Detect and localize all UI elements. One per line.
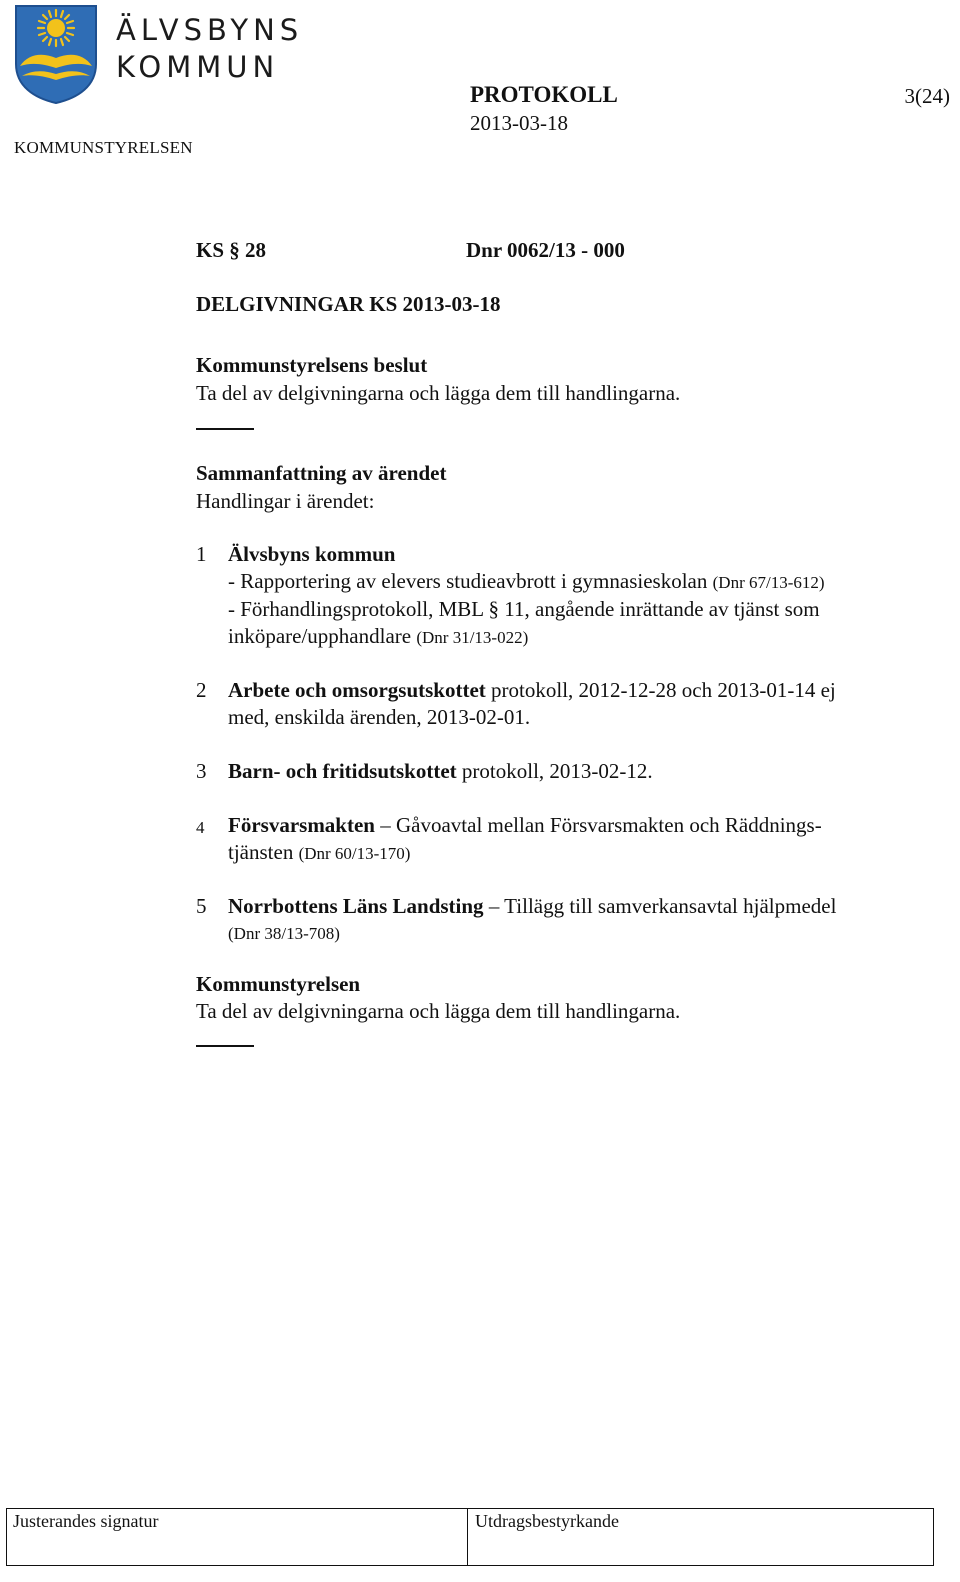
signature-box: [6, 1508, 934, 1566]
item-number: 2: [196, 678, 207, 702]
item-title: Försvarsmakten: [228, 813, 375, 837]
list-item: [196, 541, 916, 651]
case-title: DELGIVNINGAR KS 2013-03-18: [196, 292, 501, 316]
logo-line-2: KOMMUN: [116, 50, 280, 84]
item-text: protokoll, 2012-12-28 och 2013-01-14 ej: [485, 678, 836, 702]
item-number: 1: [196, 542, 207, 566]
item-dnr: (Dnr 31/13-022): [416, 628, 529, 647]
item-number: 4: [196, 818, 205, 837]
summary-intro: Handlingar i ärendet:: [196, 489, 375, 513]
list-item: [196, 893, 916, 947]
item-title: Barn- och fritidsutskottet: [228, 759, 457, 783]
item-dnr: (Dnr 38/13-708): [228, 924, 340, 943]
item-subline: - Förhandlingsprotokoll, MBL § 11, angående inrättande av tjänst som: [228, 597, 820, 621]
item-text-cont: med, enskilda ärenden, 2013-02-01.: [228, 705, 531, 729]
item-title: Norrbottens Läns Landsting: [228, 894, 484, 918]
case-number: KS § 28: [196, 238, 267, 262]
logo-line-1: ÄLVSBYNS: [116, 13, 304, 47]
department-name: KOMMUNSTYRELSEN: [14, 138, 193, 157]
certification-cell[interactable]: [469, 1509, 933, 1565]
item-dnr: (Dnr 67/13-612): [712, 573, 825, 592]
case-dnr: Dnr 0062/13 - 000: [466, 238, 625, 262]
list-item: [196, 677, 916, 731]
item-subline: - Rapportering av elevers studieavbrott i gymnasieskolan (Dnr 67/13-612): [228, 569, 825, 593]
decision-text: Ta del av delgivningarna och lägga dem till handlingarna.: [196, 381, 681, 405]
divider: [196, 1045, 254, 1047]
item-text: protokoll, 2013-02-12.: [456, 759, 653, 783]
item-text: – Gåvoavtal mellan Försvarsmakten och Räddnings-: [374, 813, 822, 837]
item-text: – Tillägg till samverkansavtal hjälpmedel: [483, 894, 837, 918]
item-subline: inköpare/upphandlare (Dnr 31/13-022): [228, 624, 529, 648]
document-type: PROTOKOLL: [470, 82, 618, 107]
document-date: 2013-03-18: [470, 111, 568, 135]
list-item: [196, 758, 916, 785]
certification-label: Utdragsbestyrkande: [475, 1511, 619, 1531]
signature-label: Justerandes signatur: [13, 1511, 159, 1531]
signature-cell[interactable]: [7, 1509, 468, 1565]
summary-heading: Sammanfattning av ärendet: [196, 461, 447, 485]
final-decision-text: Ta del av delgivningarna och lägga dem till handlingarna.: [196, 999, 681, 1023]
page-number: 3(24): [904, 84, 950, 108]
decision-heading: Kommunstyrelsens beslut: [196, 353, 428, 377]
final-decision-heading: Kommunstyrelsen: [196, 972, 361, 996]
item-number: 5: [196, 894, 207, 918]
municipality-name: [116, 12, 303, 86]
item-dnr: (Dnr 60/13-170): [298, 844, 411, 863]
municipality-coat-of-arms: [14, 4, 98, 104]
list-item: [196, 812, 916, 867]
item-title: Arbete och omsorgsutskottet: [228, 678, 486, 702]
divider: [196, 428, 254, 430]
item-text-cont: tjänsten: [228, 840, 299, 864]
item-title: Älvsbyns kommun: [228, 542, 396, 566]
item-number: 3: [196, 759, 207, 783]
